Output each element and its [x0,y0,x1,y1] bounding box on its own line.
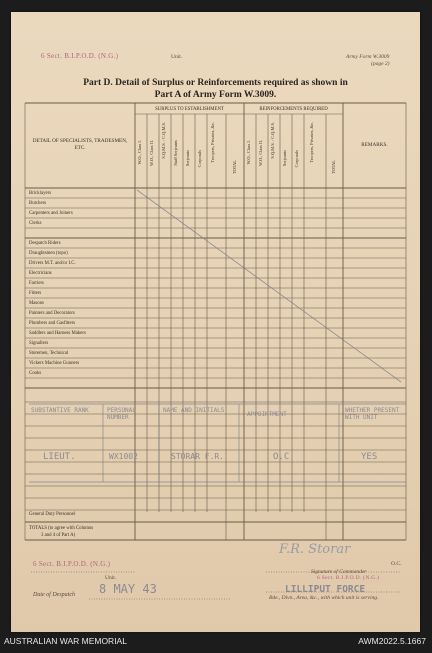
trade-row: Saddlers and Harness Makers [29,331,86,336]
hand-header-number: PERSONAL NUMBER [107,407,136,421]
subcol-surplus-7: TOTAL [232,160,237,174]
trade-row: Painters and Decorators [29,311,75,316]
subcol-reinf-2: S.Q.M.S. : C.Q.M.S. [270,122,275,159]
trade-row: Butchers [29,201,47,206]
footer-accession: AWM2022.5.1667 [358,636,426,646]
form-paper [11,12,420,632]
hand-value-present: YES [361,452,378,462]
trade-row: Storemen, Technical [29,351,69,356]
unit-stamp: 6 Sect. B.I.P.O.D. (N.G.) [41,52,119,60]
trade-row: Vickers Machine Gunners [29,361,80,366]
trade-row: Carpenters and Joiners [29,211,73,216]
totals-line-2: 3 and 4 of Part A) [41,533,76,538]
col-remarks-header: REMARKS. [361,142,388,148]
date-label: Date of Despatch [33,592,75,598]
subcol-surplus-6: Troopers, Privates, &c. [210,122,215,163]
trade-row: Bricklayers [29,191,52,196]
commander-signature: F.R. Storar [279,542,351,557]
oc-label: O.C. [391,561,402,567]
hand-value-appointment: O.C. [273,452,295,462]
trade-row: Signallers [29,341,49,346]
title-line-1: Part D. Detail of Surplus or Reinforcements required as shown in [83,78,348,88]
subcol-reinf-4: Corporals [294,150,299,168]
subcol-reinf-0: W.O., Class I. [246,140,251,165]
hand-value-name: STORAR F.R. [171,452,224,461]
subcol-surplus-1: W.O., Class II. [149,140,154,166]
trade-row: Despatch Riders [29,241,61,246]
trade-row: Masons [29,301,44,306]
subcol-surplus-0: W.O., Class I. [137,140,142,165]
group-surplus-header: SURPLUS TO ESTABLISHMENT [155,107,224,112]
general-duty-row: General Duty Personnel [29,512,76,517]
date-value: 8 MAY 43 [99,582,157,596]
footer-source: AUSTRALIAN WAR MEMORIAL [4,636,127,646]
signature-stamp: 6 Sect. B.I.P.O.D. (N.G.) [317,575,380,581]
trade-row: Fitters [29,291,42,296]
trade-row: Plumbers and Gasfitters [29,321,76,326]
title-line-2: Part A of Army Form W.3009. [154,90,277,100]
subcol-surplus-3: Staff Serjeants [173,140,178,166]
form-ref: Army Form W.3009 [346,54,390,60]
subcol-reinf-5: Troopers, Privates, &c. [309,122,314,163]
bottom-unit-label: Unit. [105,575,117,581]
trade-row: Farriers [29,281,44,286]
group-reinf-header: REINFORCEMENTS REQUIRED [259,107,328,112]
subcol-reinf-6: TOTAL [331,160,336,174]
page-ref: (page 2) [371,61,390,67]
force-value: LILLIPUT FORCE [285,584,366,595]
subcol-reinf-1: W.O., Class II. [258,140,263,166]
hand-value-number: WX1002 [109,452,138,461]
hand-header-rank: SUBSTANTIVE RANK [31,407,89,414]
trade-row: Cooks [29,371,42,376]
unit-label: Unit. [171,54,183,60]
subcol-surplus-4: Serjeants [185,150,190,167]
hand-header-appointment: APPOINTMENT [247,411,287,418]
hand-header-present: WHETHER PRESENT WITH UNIT [345,407,400,421]
trade-row: Electricians [29,271,52,276]
hand-value-rank: LIEUT. [43,452,76,462]
signature-label: Signature of Commander [311,569,367,575]
trade-row: Clerks [29,221,42,226]
col-detail-header: DETAIL OF SPECIALISTS, TRADESMEN, ETC. [32,138,128,151]
totals-line-1: TOTALS (to agree with Columns [29,526,94,531]
trade-row: Drivers M.T. and/or I.C. [29,261,76,266]
subcol-surplus-5: Corporals [197,150,202,168]
bde-note: Bde., Divn., Area, &c., with which unit is serving. [269,595,379,601]
hand-header-name: NAME AND INITIALS [163,407,225,414]
subcol-surplus-2: S.Q.M.S. : C.Q.M.S. [161,122,166,159]
trade-row: Draughtsmen (topo) [29,251,68,256]
subcol-reinf-3: Serjeants [282,150,287,167]
bottom-unit-stamp: 6 Sect. B.I.P.O.D. (N.G.) [33,560,111,568]
